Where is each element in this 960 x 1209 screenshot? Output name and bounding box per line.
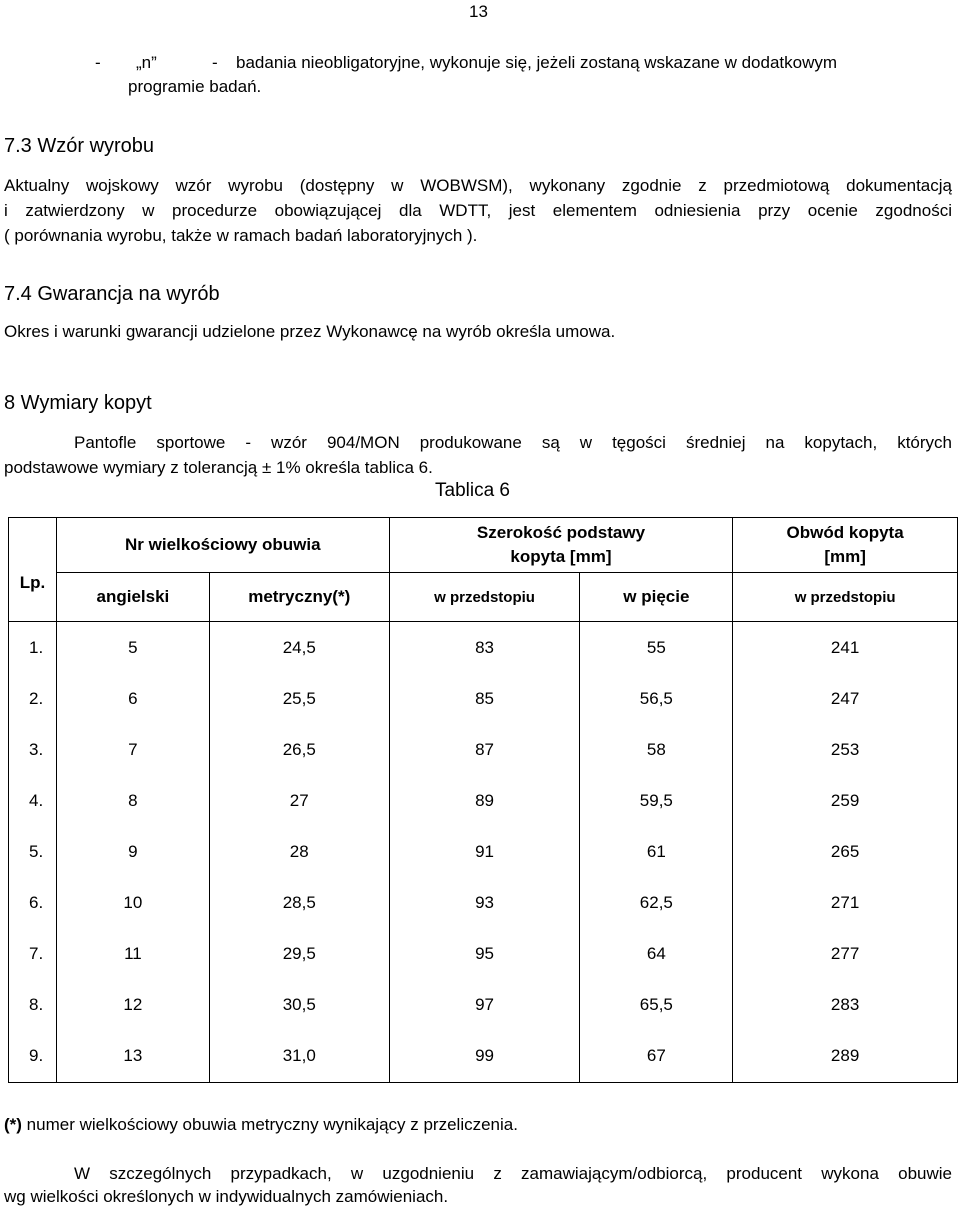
cell-instep-width: 99	[389, 1030, 580, 1083]
cell-metric-size: 27	[209, 775, 389, 826]
table-row	[9, 1030, 958, 1083]
header-girth-line-2: [mm]	[824, 547, 866, 566]
cell-heel-width: 55	[580, 622, 733, 674]
cell-instep-girth: 247	[733, 673, 958, 724]
cell-lp: 6.	[9, 877, 57, 928]
section-7-3-heading: 7.3 Wzór wyrobu	[4, 135, 155, 157]
cell-metric-size: 24,5	[209, 622, 389, 674]
table-body	[9, 622, 958, 1083]
cell-instep-width: 85	[389, 673, 580, 724]
footnote-marker: (*)	[4, 1115, 22, 1134]
header-english: angielski	[56, 573, 209, 622]
closing-line-2: wg wielkości określonych w indywidualnych zamówieniach.	[4, 1187, 449, 1206]
header-heel: w pięcie	[580, 573, 733, 622]
table-row	[9, 724, 958, 775]
cell-english-size: 5	[56, 622, 209, 674]
section-7-4-heading: 7.4 Gwarancja na wyrób	[4, 283, 220, 305]
section-8-heading: 8 Wymiary kopyt	[4, 392, 152, 414]
cell-instep-width: 89	[389, 775, 580, 826]
header-width-line-1: Szerokość podstawy	[476, 523, 646, 542]
cell-heel-width: 67	[580, 1030, 733, 1083]
cell-heel-width: 61	[580, 826, 733, 877]
section-7-4-text: Okres i warunki gwarancji udzielone przez Wykonawcę na wyrób określa umowa.	[4, 322, 616, 341]
cell-instep-width: 97	[389, 979, 580, 1030]
cell-lp: 1.	[9, 622, 57, 674]
section-8-line-2: podstawowe wymiary z tolerancją ± 1% określa tablica 6.	[4, 458, 433, 477]
cell-instep-width: 93	[389, 877, 580, 928]
footnote-text: numer wielkościowy obuwia metryczny wynikający z przeliczenia.	[21, 1115, 518, 1134]
cell-instep-width: 91	[389, 826, 580, 877]
header-instep-2: w przedstopiu	[733, 573, 958, 622]
cell-instep-width: 95	[389, 928, 580, 979]
cell-instep-girth: 283	[733, 979, 958, 1030]
cell-english-size: 12	[56, 979, 209, 1030]
cell-metric-size: 30,5	[209, 979, 389, 1030]
page-number: 13	[469, 2, 488, 21]
cell-instep-width: 83	[389, 622, 580, 674]
cell-instep-girth: 265	[733, 826, 958, 877]
table-subheader-row	[9, 573, 958, 622]
table-row	[9, 877, 958, 928]
section-7-3-line-2: i zatwierdzony w procedurze obowiązującej dla WDTT, jest elementem odniesienia przy ocenie zgodności	[4, 201, 952, 220]
table-row	[9, 928, 958, 979]
header-girth-line-1: Obwód kopyta	[786, 523, 904, 542]
header-metric: metryczny(*)	[209, 573, 389, 622]
note-dash: -	[95, 53, 101, 72]
section-8-line-1: Pantofle sportowe - wzór 904/MON produkowane są w tęgości średniej na kopytach, których	[74, 433, 952, 452]
note-text: badania nieobligatoryjne, wykonuje się, jeżeli zostaną wskazane w dodatkowym	[236, 53, 838, 72]
cell-instep-girth: 253	[733, 724, 958, 775]
table-row	[9, 775, 958, 826]
cell-instep-girth: 259	[733, 775, 958, 826]
cell-metric-size: 28	[209, 826, 389, 877]
cell-english-size: 6	[56, 673, 209, 724]
cell-english-size: 13	[56, 1030, 209, 1083]
footnote	[4, 1112, 518, 1137]
cell-lp: 3.	[9, 724, 57, 775]
cell-english-size: 10	[56, 877, 209, 928]
cell-instep-girth: 271	[733, 877, 958, 928]
dimensions-table	[8, 517, 958, 1083]
cell-metric-size: 28,5	[209, 877, 389, 928]
cell-lp: 2.	[9, 673, 57, 724]
cell-instep-girth: 277	[733, 928, 958, 979]
table-row	[9, 673, 958, 724]
cell-metric-size: 29,5	[209, 928, 389, 979]
cell-instep-girth: 289	[733, 1030, 958, 1083]
header-girth-group	[733, 518, 958, 573]
cell-metric-size: 26,5	[209, 724, 389, 775]
cell-lp: 8.	[9, 979, 57, 1030]
header-width-line-2: kopyta [mm]	[510, 547, 612, 566]
cell-heel-width: 56,5	[580, 673, 733, 724]
closing-line-1: W szczególnych przypadkach, w uzgodnieniu z zamawiającym/odbiorcą, producent wykona obuwie	[74, 1164, 952, 1183]
cell-heel-width: 65,5	[580, 979, 733, 1030]
cell-heel-width: 62,5	[580, 877, 733, 928]
header-size-group-label: Nr wielkościowy obuwia	[125, 535, 321, 554]
cell-heel-width: 58	[580, 724, 733, 775]
cell-lp: 5.	[9, 826, 57, 877]
cell-english-size: 8	[56, 775, 209, 826]
note-dash-2: -	[212, 53, 218, 72]
header-size-group	[56, 518, 389, 573]
cell-english-size: 9	[56, 826, 209, 877]
table-row	[9, 622, 958, 674]
cell-english-size: 11	[56, 928, 209, 979]
header-width-group	[389, 518, 733, 573]
header-lp: Lp.	[9, 518, 57, 622]
cell-instep-width: 87	[389, 724, 580, 775]
cell-lp: 7.	[9, 928, 57, 979]
table-header-row	[9, 518, 958, 573]
cell-heel-width: 64	[580, 928, 733, 979]
cell-heel-width: 59,5	[580, 775, 733, 826]
table-row	[9, 979, 958, 1030]
table-row	[9, 826, 958, 877]
header-instep: w przedstopiu	[389, 573, 580, 622]
cell-english-size: 7	[56, 724, 209, 775]
note-symbol: „n”	[136, 53, 157, 72]
cell-lp: 9.	[9, 1030, 57, 1083]
cell-metric-size: 31,0	[209, 1030, 389, 1083]
note-text-continued: programie badań.	[128, 77, 262, 96]
table-caption: Tablica 6	[435, 480, 510, 501]
section-7-3-line-1: Aktualny wojskowy wzór wyrobu (dostępny w WOBWSM), wykonany zgodnie z przedmiotową dokumentacją	[4, 176, 952, 195]
section-7-3-line-3: ( porównania wyrobu, także w ramach badań laboratoryjnych ).	[4, 226, 478, 245]
cell-lp: 4.	[9, 775, 57, 826]
cell-instep-girth: 241	[733, 622, 958, 674]
cell-metric-size: 25,5	[209, 673, 389, 724]
